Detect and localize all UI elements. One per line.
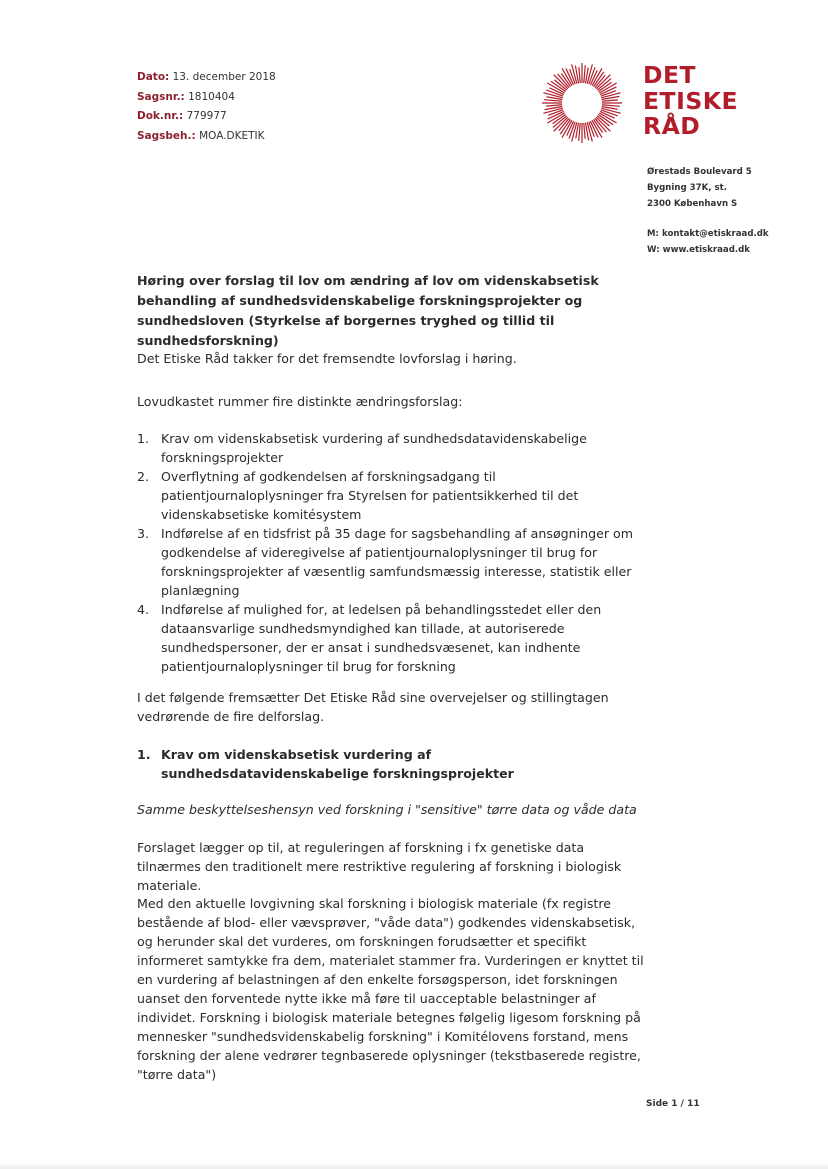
logo-ray	[546, 105, 562, 106]
logo-ray	[579, 67, 580, 83]
logo-wordmark	[643, 63, 738, 140]
logo-line-1: DET	[643, 61, 697, 89]
logo-line-3: RÅD	[643, 112, 701, 140]
contact-email: M: kontakt@etiskraad.dk	[647, 229, 769, 239]
logo-ray	[579, 123, 581, 141]
paragraph-5: Med den aktuelle lovgivning skal forskning i biologisk materiale (fx registre bestående af blod- eller vævsprøver, "våde data") godkendes videnskabsetisk, og herunder skal det vurderes, om forskningen forudsætter et specifikt informeret samtykke fra dem, materialet stammer fra. Vurderingen er knyttet til en vurdering af belastningen af den enkelte forsøgsperson, idet forskningen uanset den forventede nytte ikke må føre til uacceptable belastninger af individet. Forskning i biologisk materiale betegnes følgelig ligesom forskning på mennesker "sundhedsvidenskabelig forskning" i Komitélovens forstand, mens forskning der alene vedrører tegnbaserede oplysninger (tekstbaserede registre, "tørre data")	[137, 896, 644, 1082]
address-line: 2300 København S	[647, 199, 738, 209]
list-item: 2. Overflytning af godkendelsen af forskningsadgang til patientjournaloplysninger fra Styrelsen for patientsikkerhed til det videnskabsetiske komitésystem	[137, 469, 579, 522]
section-heading-1: 1. Krav om videnskabsetisk vurdering af sundhedsdatavidenskabelige forskningsprojekter	[137, 747, 514, 781]
paragraph-intro-1: Det Etiske Råd takker for det fremsendte lovforslag i høring.	[137, 351, 517, 366]
list-item: 4. Indførelse af mulighed for, at ledelsen på behandlingsstedet eller den dataansvarlige sundhedsmyndighed kan tillade, at autoriserede sundhedspersoner, der er ansat i sundhedsvæsenet, kan indhente patientjournaloplysninger til brug for forskning	[137, 602, 602, 674]
scan-edge	[0, 1163, 828, 1169]
meta-case-officer: Sagsbeh.: MOA.DKETIK	[137, 129, 265, 142]
document-title: Høring over forslag til lov om ændring af lov om videnskabsetisk behandling af sundhedsvidenskabelige forskningsprojekter og sundhedsloven (Styrkelse af borgernes tryghed og tillid til sundhedsforskning)	[137, 273, 599, 348]
logo-ray	[544, 100, 562, 102]
address-block	[647, 164, 769, 258]
document-meta	[137, 68, 276, 146]
address-line: Ørestads Boulevard 5	[647, 167, 752, 177]
paragraph-4: Forslaget lægger op til, at reguleringen af forskning i fx genetiske data tilnærmes den traditionelt mere restriktive regulering af forskning i biologisk materiale.	[137, 840, 622, 893]
logo-sunburst-icon	[539, 60, 625, 146]
meta-date: Dato: 13. december 2018	[137, 71, 276, 83]
logo-ray	[602, 105, 620, 107]
contact-web: W: www.etiskraad.dk	[647, 245, 751, 255]
proposal-list	[137, 429, 647, 676]
address-line: Bygning 37K, st.	[647, 183, 727, 193]
logo-ray	[584, 65, 586, 83]
meta-document-number: Dok.nr.: 779977	[137, 110, 227, 122]
list-item: 3. Indførelse af en tidsfrist på 35 dage for sagsbehandling af ansøgninger om godkendelse af videregivelse af patientjournaloplysninger til brug for forskningsprojekter af væsentlig samfundsmæssig interesse, statistik eller planlægning	[137, 526, 634, 598]
list-item: 1. Krav om videnskabsetisk vurdering af sundhedsdatavidenskabelige forskningsprojekter	[137, 431, 587, 465]
logo-ray	[584, 123, 585, 139]
logo-line-2: ETISKE	[643, 86, 739, 115]
meta-case-number: Sagsnr.: 1810404	[137, 90, 235, 103]
logo-rays	[542, 63, 622, 143]
page-number: Side 1 / 11	[646, 1099, 700, 1109]
paragraph-3: I det følgende fremsætter Det Etiske Råd sine overvejelser og stillingtagen vedrørende de fire delforslag.	[137, 690, 609, 724]
paragraph-intro-2: Lovudkastet rummer fire distinkte ændringsforslag:	[137, 394, 463, 409]
logo-ray	[602, 100, 618, 101]
subheading: Samme beskyttelseshensyn ved forskning i "sensitive" tørre data og våde data	[137, 802, 637, 817]
